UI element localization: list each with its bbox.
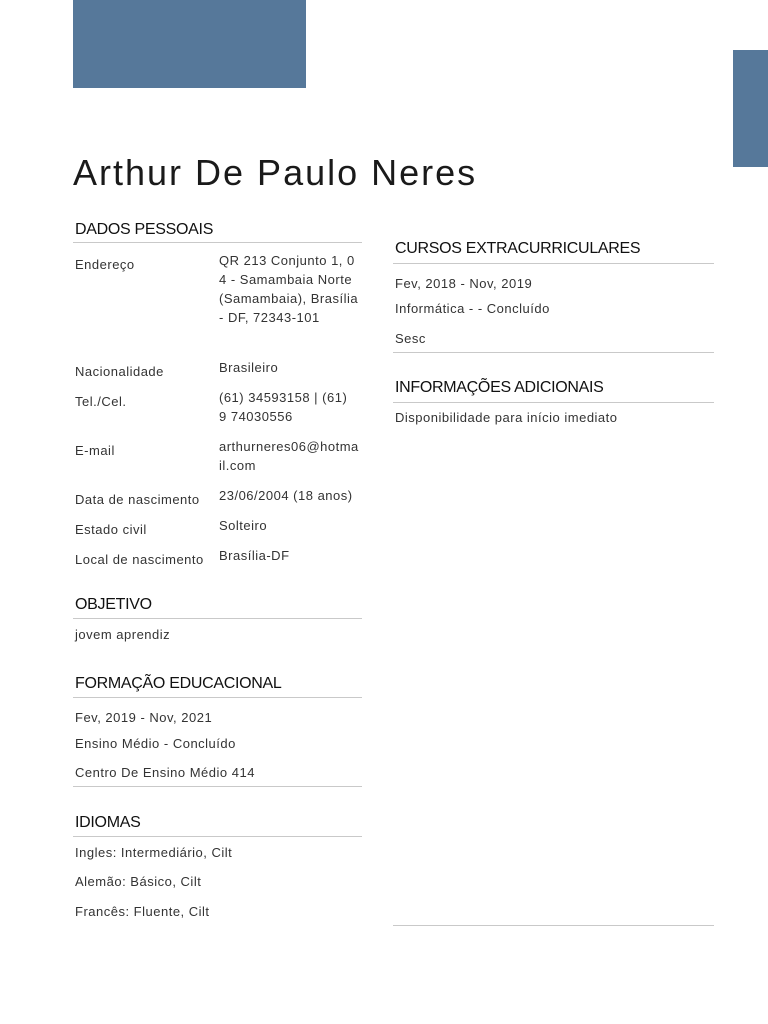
field-value-endereco: QR 213 Conjunto 1, 04 - Samambaia Norte (Samambaia), Brasília - DF, 72343-101 <box>219 253 359 325</box>
field-value-estado-civil: Solteiro <box>219 518 268 533</box>
formacao-institution: Centro De Ensino Médio 414 <box>75 765 255 780</box>
idioma-item: Francês: Fluente, Cilt <box>75 904 210 919</box>
divider <box>73 618 362 619</box>
field-value-data-nascimento: 23/06/2004 (18 anos) <box>219 488 353 503</box>
info-text: Disponibilidade para início imediato <box>395 410 618 425</box>
side-accent-block <box>733 50 768 167</box>
divider <box>393 925 714 926</box>
field-label-nacionalidade: Nacionalidade <box>75 364 164 379</box>
field-label-email: E-mail <box>75 443 115 458</box>
divider <box>73 786 362 787</box>
divider <box>73 697 362 698</box>
section-title-cursos: CURSOS EXTRACURRICULARES <box>395 240 641 257</box>
field-label-local-nascimento: Local de nascimento <box>75 552 204 567</box>
field-label-telefone: Tel./Cel. <box>75 394 127 409</box>
section-title-informacoes: INFORMAÇÕES ADICIONAIS <box>395 379 604 396</box>
divider <box>393 352 714 353</box>
divider <box>73 242 362 243</box>
divider <box>393 263 714 264</box>
field-value-email: arthurneres06@hotmail.com <box>219 439 359 473</box>
field-value-local-nascimento: Brasília-DF <box>219 548 290 563</box>
field-value-nacionalidade: Brasileiro <box>219 360 279 375</box>
divider <box>393 402 714 403</box>
candidate-name: Arthur De Paulo Neres <box>73 152 478 193</box>
formacao-period: Fev, 2019 - Nov, 2021 <box>75 710 213 725</box>
field-value-telefone: (61) 34593158 | (61) 9 74030556 <box>219 390 348 424</box>
field-label-endereco: Endereço <box>75 257 135 272</box>
header-accent-block <box>73 0 306 88</box>
idioma-item: Alemão: Básico, Cilt <box>75 874 202 889</box>
formacao-course: Ensino Médio - Concluído <box>75 736 236 751</box>
objetivo-text: jovem aprendiz <box>75 627 171 642</box>
cursos-period: Fev, 2018 - Nov, 2019 <box>395 276 533 291</box>
divider <box>73 836 362 837</box>
section-title-idiomas: IDIOMAS <box>75 814 141 831</box>
cursos-institution: Sesc <box>395 331 426 346</box>
field-label-estado-civil: Estado civil <box>75 522 147 537</box>
cursos-course: Informática - - Concluído <box>395 301 550 316</box>
section-title-objetivo: OBJETIVO <box>75 596 152 613</box>
idioma-item: Ingles: Intermediário, Cilt <box>75 845 233 860</box>
section-title-dados-pessoais: DADOS PESSOAIS <box>75 221 214 238</box>
section-title-formacao: FORMAÇÃO EDUCACIONAL <box>75 675 282 692</box>
field-label-data-nascimento: Data de nascimento <box>75 492 200 507</box>
